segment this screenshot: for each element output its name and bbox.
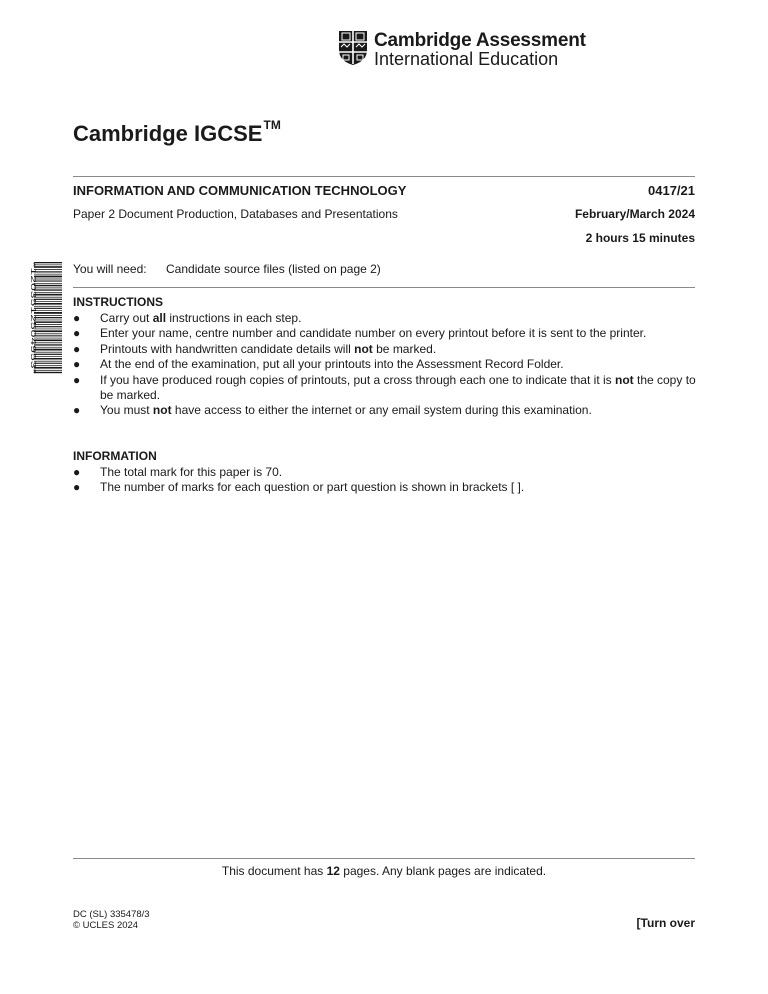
emphasis: not bbox=[152, 403, 172, 418]
materials-value: Candidate source files (listed on page 2) bbox=[166, 262, 381, 276]
copyright: © UCLES 2024 bbox=[73, 920, 139, 931]
text: At the end of the examination, put all your printouts into the Assessment Record Folder. bbox=[100, 357, 564, 372]
list-item bbox=[73, 357, 698, 372]
materials-line bbox=[73, 262, 381, 276]
divider-footer bbox=[73, 858, 695, 859]
exam-session: February/March 2024 bbox=[574, 207, 695, 221]
candidate-barcode bbox=[26, 262, 62, 374]
bullet: ● bbox=[73, 357, 81, 372]
text: Enter your name, centre number and candidate number on every printout before it is sent to the printer. bbox=[100, 326, 647, 341]
cambridge-logo bbox=[338, 30, 588, 70]
bullet: ● bbox=[73, 403, 81, 418]
bullet: ● bbox=[73, 341, 81, 356]
paper-code: 0417/21 bbox=[648, 183, 695, 198]
text: be marked. bbox=[372, 341, 437, 356]
list-item bbox=[73, 465, 698, 480]
instructions-list bbox=[73, 311, 698, 419]
barcode-number: *1203512504953* bbox=[29, 262, 36, 319]
text: Carry out bbox=[100, 311, 153, 325]
bullet: ● bbox=[73, 465, 81, 479]
logo-line-2: International Education bbox=[374, 49, 559, 69]
page-count-note bbox=[73, 864, 695, 878]
bullet: ● bbox=[73, 372, 81, 387]
exam-duration: 2 hours 15 minutes bbox=[585, 231, 695, 245]
text: the copy to be marked. bbox=[100, 372, 696, 403]
page-count: 12 bbox=[326, 864, 340, 878]
doc-code: DC (SL) 335478/3 bbox=[73, 909, 150, 920]
list-item bbox=[73, 326, 698, 341]
paper-description: Paper 2 Document Production, Databases and Presentations bbox=[73, 207, 398, 221]
list-item bbox=[73, 311, 698, 326]
information-heading: INFORMATION bbox=[73, 449, 157, 463]
information-list bbox=[73, 465, 698, 496]
text: instructions in each step. bbox=[166, 311, 302, 325]
logo-line-1: Cambridge Assessment bbox=[374, 30, 586, 51]
document-reference bbox=[73, 909, 150, 931]
emphasis: not bbox=[615, 372, 634, 387]
list-item bbox=[73, 403, 698, 418]
bullet: ● bbox=[73, 326, 81, 341]
trademark: TM bbox=[263, 118, 281, 132]
qualification-title bbox=[73, 118, 281, 147]
crest-icon bbox=[338, 30, 368, 66]
text: This document has bbox=[221, 864, 327, 878]
text: The number of marks for each question or part question is shown in brackets [ ]. bbox=[100, 480, 525, 495]
text: pages. Any blank pages are indicated. bbox=[339, 864, 547, 878]
divider-materials bbox=[73, 287, 695, 288]
subject-title: INFORMATION AND COMMUNICATION TECHNOLOGY bbox=[73, 183, 407, 198]
text: The total mark for this paper is 70. bbox=[100, 465, 283, 479]
text: Printouts with handwritten candidate details will bbox=[100, 341, 355, 356]
list-item bbox=[73, 342, 698, 357]
text: You must bbox=[100, 403, 153, 418]
divider-top bbox=[73, 176, 695, 177]
barcode-graphic bbox=[26, 262, 62, 374]
turn-over: [Turn over bbox=[636, 916, 695, 930]
text: have access to either the internet or any email system during this examination. bbox=[171, 403, 592, 418]
bullet: ● bbox=[73, 311, 81, 325]
emphasis: all bbox=[152, 311, 167, 325]
bullet: ● bbox=[73, 480, 81, 495]
qualification-name: Cambridge IGCSE bbox=[73, 121, 263, 146]
materials-label: You will need: bbox=[73, 262, 147, 276]
list-item bbox=[73, 480, 698, 495]
text: If you have produced rough copies of printouts, put a cross through each one to indicate that it is bbox=[100, 372, 615, 387]
emphasis: not bbox=[354, 341, 373, 356]
instructions-heading: INSTRUCTIONS bbox=[73, 295, 163, 309]
list-item bbox=[73, 373, 698, 404]
